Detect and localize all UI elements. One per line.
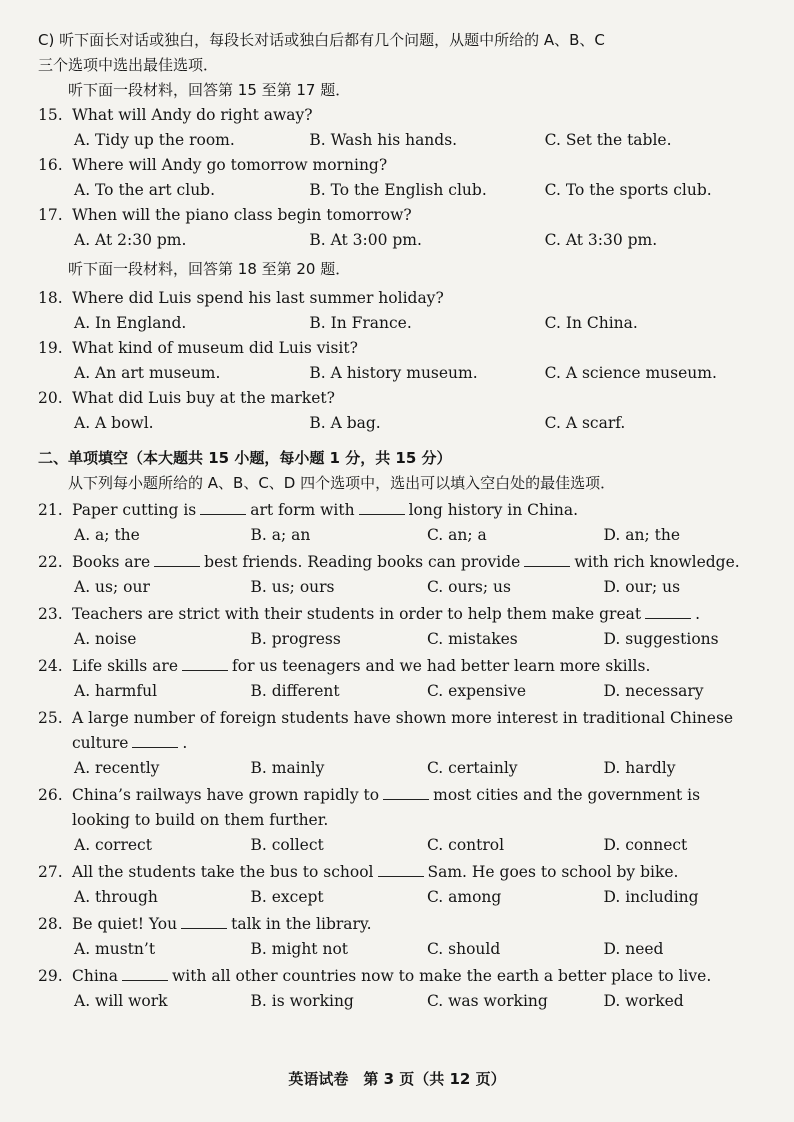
option-c[interactable]: C. A scarf.: [544, 414, 626, 432]
question-stem: Teachers are strict with their students in order to help them make great .: [72, 602, 780, 627]
option-c[interactable]: C. A science museum.: [544, 364, 717, 382]
option-c[interactable]: C. an; a: [427, 526, 487, 544]
question-25-options: [38, 756, 780, 781]
question-29: [38, 964, 780, 989]
answer-blank[interactable]: [383, 783, 429, 800]
option-c[interactable]: C. At 3:30 pm.: [544, 231, 658, 249]
option-b[interactable]: B. different: [250, 682, 340, 700]
option-a[interactable]: A. recently: [74, 759, 160, 777]
question-17: [38, 203, 780, 228]
option-a[interactable]: A. To the art club.: [74, 181, 216, 199]
question-stem: All the students take the bus to school Sam. He goes to school by bike.: [72, 860, 780, 885]
question-number: 23.: [38, 605, 63, 623]
answer-blank[interactable]: [154, 550, 200, 567]
question-27-options: [38, 885, 780, 910]
question-stem: Books are best friends. Reading books can provide with rich knowledge.: [72, 550, 780, 575]
option-b[interactable]: B. us; ours: [250, 578, 335, 596]
option-b[interactable]: B. might not: [250, 940, 349, 958]
question-stem: China with all other countries now to make the earth a better place to live.: [72, 964, 780, 989]
question-19: [38, 336, 780, 361]
question-number: 24.: [38, 657, 63, 675]
question-26-continued: looking to build on them further.: [72, 811, 329, 829]
question-number: 16.: [38, 156, 63, 174]
question-24-options: [38, 679, 780, 704]
option-b[interactable]: B. collect: [250, 836, 324, 854]
option-b[interactable]: B. At 3:00 pm.: [309, 231, 422, 249]
question-stem: What did Luis buy at the market?: [72, 389, 335, 407]
part-c-instruction-1: C) 听下面长对话或独白，每段长对话或独白后都有几个问题，从题中所给的 A、B、C: [38, 31, 605, 49]
option-d[interactable]: D. necessary: [603, 682, 704, 700]
question-stem: China’s railways have grown rapidly to most cities and the government is: [72, 783, 780, 808]
question-27: [38, 860, 780, 885]
question-stem: A large number of foreign students have shown more interest in traditional Chinese: [72, 709, 734, 727]
option-b[interactable]: B. To the English club.: [309, 181, 487, 199]
answer-blank[interactable]: [182, 654, 228, 671]
question-stem: Be quiet! You talk in the library.: [72, 912, 780, 937]
option-c[interactable]: C. Set the table.: [544, 131, 672, 149]
option-b[interactable]: B. Wash his hands.: [309, 131, 458, 149]
question-25-continued: culture .: [38, 731, 780, 756]
option-a[interactable]: A. In England.: [74, 314, 187, 332]
option-c[interactable]: C. should: [427, 940, 501, 958]
page-footer: 英语试卷 第 3 页（共 12 页）: [288, 1070, 506, 1088]
answer-blank[interactable]: [122, 964, 168, 981]
answer-blank[interactable]: [524, 550, 570, 567]
answer-blank[interactable]: [200, 498, 246, 515]
option-a[interactable]: A. An art museum.: [74, 364, 221, 382]
answer-blank[interactable]: [359, 498, 405, 515]
question-20-options: [38, 411, 780, 436]
question-18: [38, 286, 780, 311]
question-21-options: [38, 523, 780, 548]
option-c[interactable]: C. expensive: [427, 682, 526, 700]
option-d[interactable]: D. connect: [603, 836, 688, 854]
option-c[interactable]: C. was working: [427, 992, 548, 1010]
option-c[interactable]: C. To the sports club.: [544, 181, 712, 199]
question-20: [38, 386, 780, 411]
option-b[interactable]: B. except: [250, 888, 324, 906]
option-a[interactable]: A. will work: [74, 992, 168, 1010]
answer-blank[interactable]: [181, 912, 227, 929]
question-15-options: [38, 128, 780, 153]
question-26: [38, 783, 780, 808]
option-a[interactable]: A. harmful: [74, 682, 158, 700]
question-26-options: [38, 833, 780, 858]
question-22-options: [38, 575, 780, 600]
option-c[interactable]: C. mistakes: [427, 630, 518, 648]
question-stem: When will the piano class begin tomorrow?: [72, 206, 412, 224]
option-b[interactable]: B. A bag.: [309, 414, 381, 432]
question-15: [38, 103, 780, 128]
question-28: [38, 912, 780, 937]
question-17-options: [38, 228, 780, 253]
question-stem: Where will Andy go tomorrow morning?: [72, 156, 388, 174]
option-d[interactable]: D. our; us: [603, 578, 681, 596]
answer-blank[interactable]: [378, 860, 424, 877]
option-b[interactable]: B. progress: [250, 630, 341, 648]
option-b[interactable]: B. is working: [250, 992, 354, 1010]
question-number: 22.: [38, 553, 63, 571]
option-d[interactable]: D. need: [603, 940, 664, 958]
question-16: [38, 153, 780, 178]
option-a[interactable]: A. a; the: [74, 526, 140, 544]
option-b[interactable]: B. A history museum.: [309, 364, 478, 382]
passage-1-instruction: 听下面一段材料，回答第 15 至第 17 题．: [68, 81, 351, 99]
option-b[interactable]: B. mainly: [250, 759, 325, 777]
question-24: [38, 654, 780, 679]
option-c[interactable]: C. In China.: [544, 314, 638, 332]
passage-2-instruction: 听下面一段材料，回答第 18 至第 20 题．: [68, 260, 351, 278]
option-c[interactable]: C. ours; us: [427, 578, 511, 596]
option-a[interactable]: A. us; our: [74, 578, 150, 596]
question-16-options: [38, 178, 780, 203]
option-a[interactable]: A. mustn’t: [74, 940, 156, 958]
part-c-instruction-2: 三个选项中选出最佳选项．: [38, 56, 219, 74]
section-2-title: 二、单项填空（本大题共 15 小题，每小题 1 分，共 15 分）: [38, 449, 452, 467]
question-number: 25.: [38, 709, 63, 727]
option-a[interactable]: A. Tidy up the room.: [74, 131, 235, 149]
option-d[interactable]: D. suggestions: [603, 630, 719, 648]
option-a[interactable]: A. through: [74, 888, 158, 906]
option-b[interactable]: B. In France.: [309, 314, 412, 332]
option-c[interactable]: C. among: [427, 888, 502, 906]
question-22: [38, 550, 780, 575]
question-23: [38, 602, 780, 627]
question-number: 19.: [38, 339, 63, 357]
option-a[interactable]: A. noise: [74, 630, 137, 648]
question-number: 17.: [38, 206, 63, 224]
option-d[interactable]: D. worked: [603, 992, 684, 1010]
question-18-options: [38, 311, 780, 336]
question-23-options: [38, 627, 780, 652]
answer-blank[interactable]: [645, 602, 691, 619]
question-stem: What kind of museum did Luis visit?: [72, 339, 358, 357]
section-2-instruction: 从下列每小题所给的 A、B、C、D 四个选项中，选出可以填入空白处的最佳选项．: [68, 474, 616, 492]
question-stem: Where did Luis spend his last summer holiday?: [72, 289, 444, 307]
option-a[interactable]: A. A bowl.: [74, 414, 154, 432]
option-c[interactable]: C. control: [427, 836, 505, 854]
question-number: 27.: [38, 863, 63, 881]
question-number: 21.: [38, 501, 63, 519]
question-25: [38, 706, 780, 731]
option-d[interactable]: D. an; the: [603, 526, 680, 544]
option-b[interactable]: B. a; an: [250, 526, 311, 544]
question-29-options: [38, 989, 780, 1014]
question-21: [38, 498, 780, 523]
question-stem: Life skills are for us teenagers and we had better learn more skills.: [72, 654, 780, 679]
question-number: 20.: [38, 389, 63, 407]
option-d[interactable]: D. hardly: [603, 759, 676, 777]
question-19-options: [38, 361, 780, 386]
question-number: 28.: [38, 915, 63, 933]
answer-blank[interactable]: [132, 731, 178, 748]
option-a[interactable]: A. At 2:30 pm.: [74, 231, 187, 249]
question-stem: Paper cutting is art form with long history in China.: [72, 498, 780, 523]
question-number: 15.: [38, 106, 63, 124]
question-number: 18.: [38, 289, 63, 307]
option-c[interactable]: C. certainly: [427, 759, 518, 777]
question-number: 26.: [38, 786, 63, 804]
question-number: 29.: [38, 967, 63, 985]
option-d[interactable]: D. including: [603, 888, 699, 906]
question-stem: What will Andy do right away?: [72, 106, 313, 124]
option-a[interactable]: A. correct: [74, 836, 152, 854]
question-28-options: [38, 937, 780, 962]
